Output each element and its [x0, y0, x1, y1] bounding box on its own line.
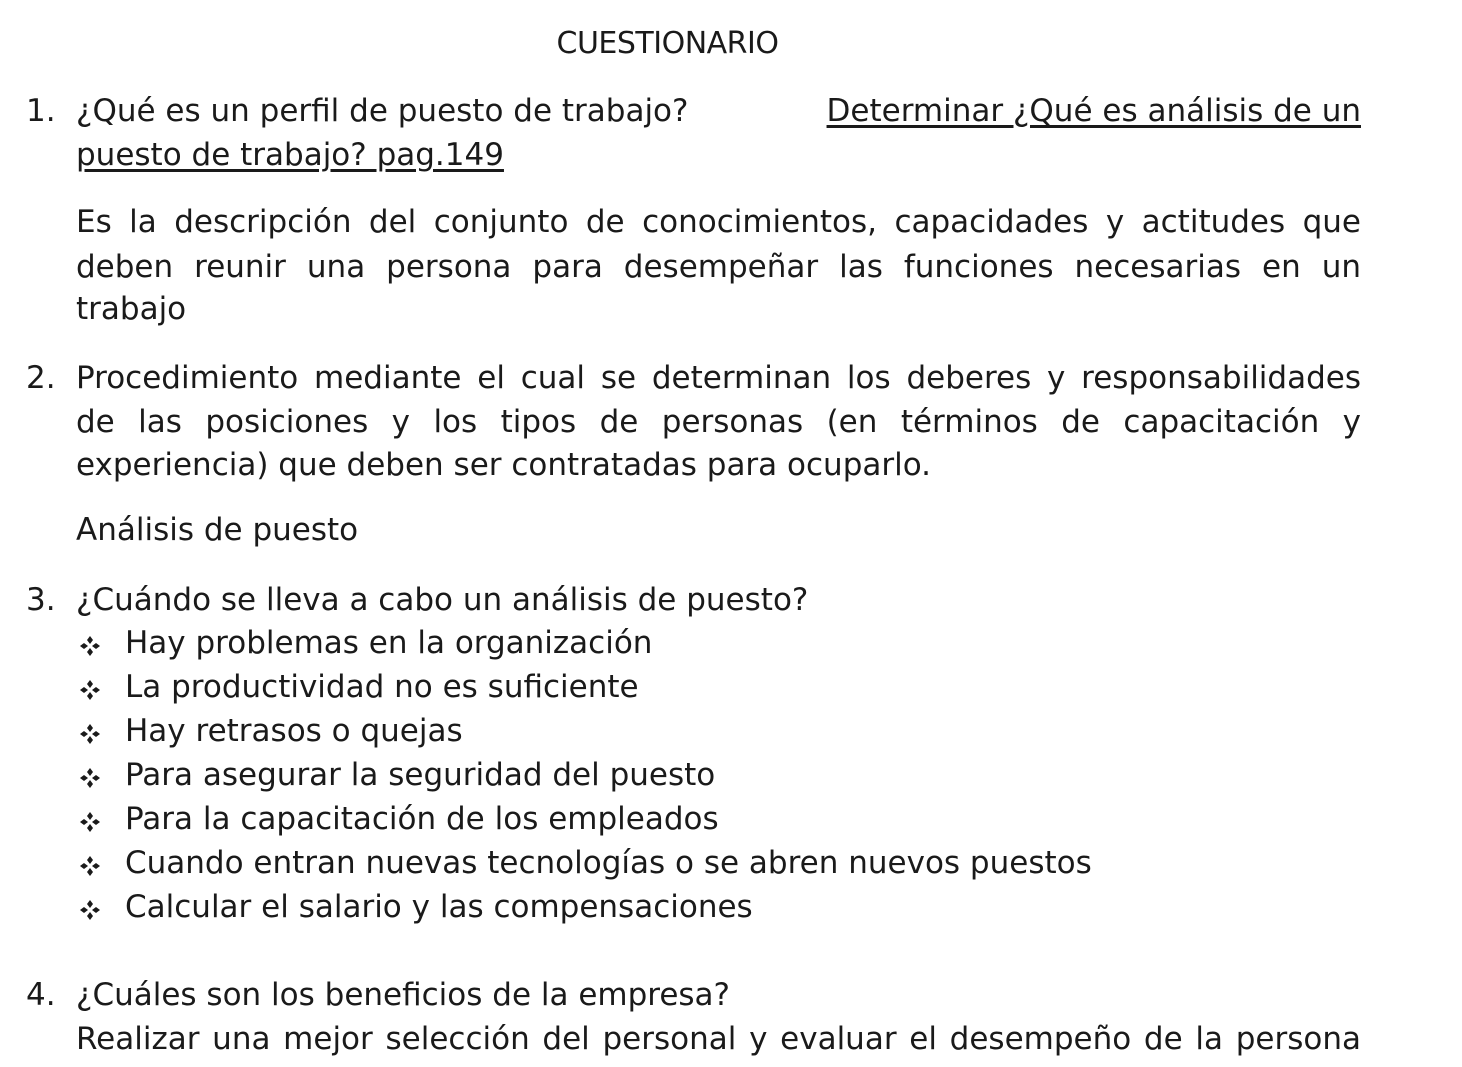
q3-list-item: Para la capacitación de los empleados [125, 801, 719, 837]
q3-list-item: La productividad no es suficiente [125, 669, 639, 705]
q2-line1: Procedimiento mediante el cual se determinan los deberes y responsabilidades [76, 360, 1361, 396]
q2-line3: experiencia) que deben ser contratadas para ocuparlo. [76, 447, 931, 483]
q3-list-item: Calcular el salario y las compensaciones [125, 889, 753, 925]
q3-list-item: Hay retrasos o quejas [125, 713, 463, 749]
q2-number: 2. [26, 360, 56, 396]
q3-list-item: Para asegurar la seguridad del puesto [125, 757, 716, 793]
q2-answer: Análisis de puesto [76, 512, 359, 548]
q1-question-text: ¿Qué es un perfil de puesto de trabajo? [76, 93, 689, 129]
q1-answer-line3: trabajo [76, 291, 187, 327]
q3-list-item: Cuando entran nuevas tecnologías o se abren nuevos puestos [125, 845, 1092, 881]
q1-number: 1. [26, 93, 56, 129]
q4-question: ¿Cuáles son los beneficios de la empresa? [76, 977, 731, 1013]
q1-question-line1 [76, 93, 1361, 129]
diamond-bullet-icon [78, 810, 102, 834]
diamond-bullet-icon [78, 678, 102, 702]
diamond-bullet-icon [78, 854, 102, 878]
q1-answer-line1: Es la descripción del conjunto de conocimientos, capacidades y actitudes que [76, 204, 1361, 240]
diamond-bullet-icon [78, 766, 102, 790]
q1-answer-line2: deben reunir una persona para desempeñar las funciones necesarias en un [76, 249, 1361, 285]
q2-line2: de las posiciones y los tipos de personas (en términos de capacitación y [76, 404, 1361, 440]
q3-list-item: Hay problemas en la organización [125, 625, 653, 661]
document-title: CUESTIONARIO [556, 26, 779, 61]
diamond-bullet-icon [78, 722, 102, 746]
diamond-bullet-icon [78, 634, 102, 658]
q3-number: 3. [26, 582, 56, 618]
q4-answer: Realizar una mejor selección del personal y evaluar el desempeño de la persona [76, 1021, 1361, 1057]
diamond-bullet-icon [78, 898, 102, 922]
q4-number: 4. [26, 977, 56, 1013]
q1-question-line2: puesto de trabajo? pag.149 [76, 137, 504, 173]
q1-underlined-text: Determinar ¿Qué es análisis de un [826, 93, 1361, 129]
q3-question: ¿Cuándo se lleva a cabo un análisis de puesto? [76, 582, 809, 618]
